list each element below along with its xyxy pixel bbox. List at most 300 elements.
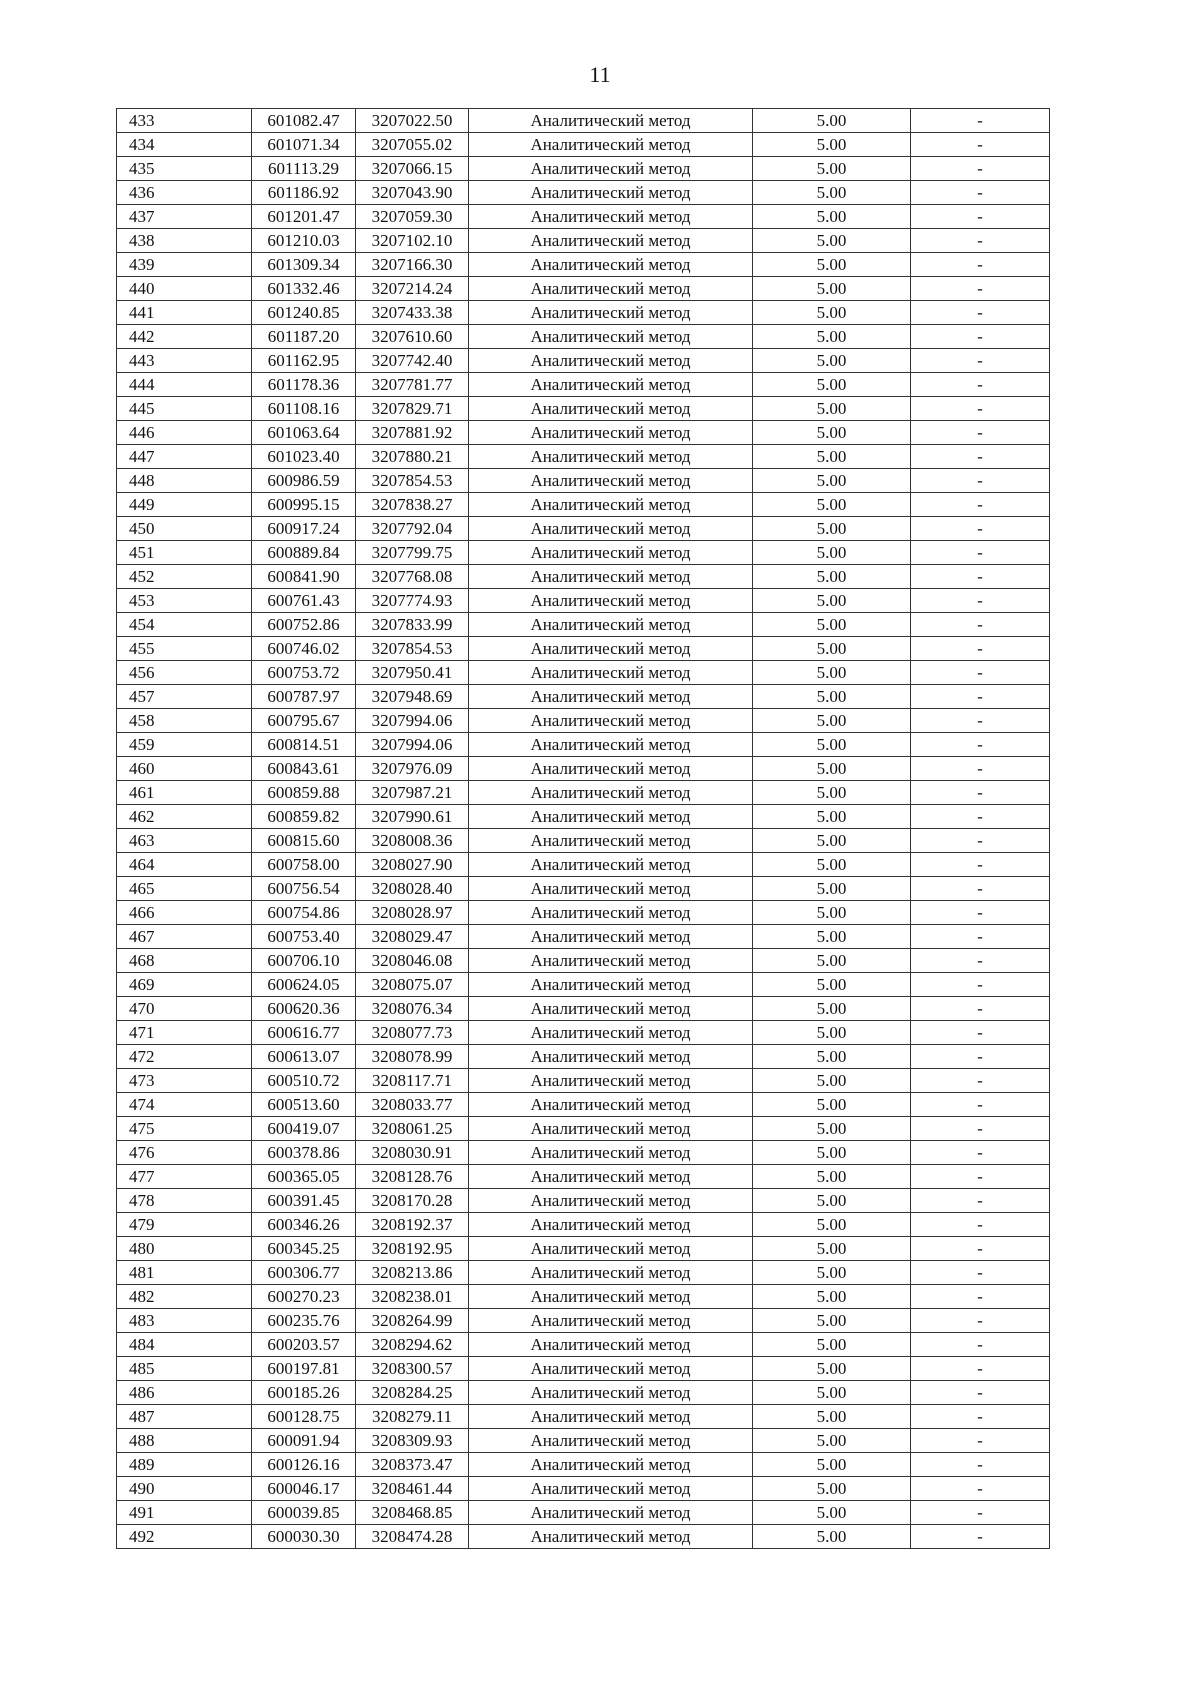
coordinate-x-cell: 600889.84 xyxy=(252,541,356,565)
method-cell: Аналитический метод xyxy=(469,1021,753,1045)
table-row xyxy=(117,493,1050,517)
note-cell: - xyxy=(911,925,1050,949)
point-number-cell: 464 xyxy=(117,853,252,877)
accuracy-cell: 5.00 xyxy=(753,469,911,493)
method-cell: Аналитический метод xyxy=(469,301,753,325)
table-row xyxy=(117,829,1050,853)
point-number-cell: 487 xyxy=(117,1405,252,1429)
table-row xyxy=(117,997,1050,1021)
point-number-cell: 475 xyxy=(117,1117,252,1141)
method-cell: Аналитический метод xyxy=(469,349,753,373)
method-cell: Аналитический метод xyxy=(469,517,753,541)
coordinate-y-cell: 3208170.28 xyxy=(356,1189,469,1213)
point-number-cell: 465 xyxy=(117,877,252,901)
coordinate-x-cell: 600510.72 xyxy=(252,1069,356,1093)
method-cell: Аналитический метод xyxy=(469,925,753,949)
page-number: 11 xyxy=(589,62,611,87)
note-cell: - xyxy=(911,757,1050,781)
note-cell: - xyxy=(911,709,1050,733)
coordinate-y-cell: 3208078.99 xyxy=(356,1045,469,1069)
table-row xyxy=(117,157,1050,181)
note-cell: - xyxy=(911,301,1050,325)
coordinate-y-cell: 3207066.15 xyxy=(356,157,469,181)
note-cell: - xyxy=(911,1429,1050,1453)
accuracy-cell: 5.00 xyxy=(753,349,911,373)
coordinate-y-cell: 3208192.37 xyxy=(356,1213,469,1237)
method-cell: Аналитический метод xyxy=(469,493,753,517)
method-cell: Аналитический метод xyxy=(469,685,753,709)
method-cell: Аналитический метод xyxy=(469,1501,753,1525)
accuracy-cell: 5.00 xyxy=(753,901,911,925)
table-row xyxy=(117,1525,1050,1549)
point-number-cell: 462 xyxy=(117,805,252,829)
method-cell: Аналитический метод xyxy=(469,829,753,853)
point-number-cell: 445 xyxy=(117,397,252,421)
method-cell: Аналитический метод xyxy=(469,1333,753,1357)
method-cell: Аналитический метод xyxy=(469,709,753,733)
table-row xyxy=(117,1165,1050,1189)
coordinate-x-cell: 600995.15 xyxy=(252,493,356,517)
method-cell: Аналитический метод xyxy=(469,997,753,1021)
method-cell: Аналитический метод xyxy=(469,1141,753,1165)
method-cell: Аналитический метод xyxy=(469,1405,753,1429)
method-cell: Аналитический метод xyxy=(469,277,753,301)
method-cell: Аналитический метод xyxy=(469,373,753,397)
coordinate-x-cell: 600613.07 xyxy=(252,1045,356,1069)
coordinate-x-cell: 600030.30 xyxy=(252,1525,356,1549)
coordinates-table-body xyxy=(117,109,1050,1549)
coordinate-y-cell: 3208128.76 xyxy=(356,1165,469,1189)
note-cell: - xyxy=(911,1453,1050,1477)
note-cell: - xyxy=(911,1501,1050,1525)
coordinate-x-cell: 600841.90 xyxy=(252,565,356,589)
coordinate-y-cell: 3208027.90 xyxy=(356,853,469,877)
accuracy-cell: 5.00 xyxy=(753,661,911,685)
coordinate-y-cell: 3207433.38 xyxy=(356,301,469,325)
accuracy-cell: 5.00 xyxy=(753,229,911,253)
coordinate-x-cell: 601113.29 xyxy=(252,157,356,181)
method-cell: Аналитический метод xyxy=(469,469,753,493)
coordinate-x-cell: 601071.34 xyxy=(252,133,356,157)
coordinate-y-cell: 3207774.93 xyxy=(356,589,469,613)
coordinate-y-cell: 3208373.47 xyxy=(356,1453,469,1477)
note-cell: - xyxy=(911,901,1050,925)
method-cell: Аналитический метод xyxy=(469,613,753,637)
coordinate-y-cell: 3207881.92 xyxy=(356,421,469,445)
coordinate-y-cell: 3208028.40 xyxy=(356,877,469,901)
table-row xyxy=(117,1117,1050,1141)
accuracy-cell: 5.00 xyxy=(753,805,911,829)
accuracy-cell: 5.00 xyxy=(753,541,911,565)
table-row xyxy=(117,925,1050,949)
method-cell: Аналитический метод xyxy=(469,781,753,805)
note-cell: - xyxy=(911,1381,1050,1405)
point-number-cell: 434 xyxy=(117,133,252,157)
coordinate-x-cell: 600365.05 xyxy=(252,1165,356,1189)
table-row xyxy=(117,445,1050,469)
table-row xyxy=(117,517,1050,541)
method-cell: Аналитический метод xyxy=(469,181,753,205)
accuracy-cell: 5.00 xyxy=(753,1381,911,1405)
table-row xyxy=(117,1381,1050,1405)
method-cell: Аналитический метод xyxy=(469,1165,753,1189)
coordinate-y-cell: 3208061.25 xyxy=(356,1117,469,1141)
coordinate-y-cell: 3208028.97 xyxy=(356,901,469,925)
method-cell: Аналитический метод xyxy=(469,157,753,181)
note-cell: - xyxy=(911,949,1050,973)
method-cell: Аналитический метод xyxy=(469,853,753,877)
coordinate-x-cell: 600859.88 xyxy=(252,781,356,805)
coordinate-x-cell: 600795.67 xyxy=(252,709,356,733)
point-number-cell: 491 xyxy=(117,1501,252,1525)
coordinate-y-cell: 3208033.77 xyxy=(356,1093,469,1117)
table-row xyxy=(117,1069,1050,1093)
accuracy-cell: 5.00 xyxy=(753,1237,911,1261)
method-cell: Аналитический метод xyxy=(469,325,753,349)
note-cell: - xyxy=(911,205,1050,229)
note-cell: - xyxy=(911,157,1050,181)
method-cell: Аналитический метод xyxy=(469,1237,753,1261)
point-number-cell: 486 xyxy=(117,1381,252,1405)
note-cell: - xyxy=(911,589,1050,613)
note-cell: - xyxy=(911,613,1050,637)
coordinate-y-cell: 3207990.61 xyxy=(356,805,469,829)
point-number-cell: 461 xyxy=(117,781,252,805)
method-cell: Аналитический метод xyxy=(469,589,753,613)
table-row xyxy=(117,949,1050,973)
point-number-cell: 438 xyxy=(117,229,252,253)
point-number-cell: 470 xyxy=(117,997,252,1021)
coordinate-x-cell: 600378.86 xyxy=(252,1141,356,1165)
table-row xyxy=(117,397,1050,421)
accuracy-cell: 5.00 xyxy=(753,421,911,445)
method-cell: Аналитический метод xyxy=(469,205,753,229)
coordinates-table xyxy=(116,108,1050,1549)
accuracy-cell: 5.00 xyxy=(753,1285,911,1309)
table-row xyxy=(117,1261,1050,1285)
accuracy-cell: 5.00 xyxy=(753,253,911,277)
coordinate-y-cell: 3207768.08 xyxy=(356,565,469,589)
method-cell: Аналитический метод xyxy=(469,805,753,829)
coordinate-x-cell: 600513.60 xyxy=(252,1093,356,1117)
coordinate-y-cell: 3207055.02 xyxy=(356,133,469,157)
coordinate-y-cell: 3207799.75 xyxy=(356,541,469,565)
coordinate-x-cell: 601187.20 xyxy=(252,325,356,349)
note-cell: - xyxy=(911,1021,1050,1045)
point-number-cell: 457 xyxy=(117,685,252,709)
table-row xyxy=(117,229,1050,253)
coordinate-x-cell: 600758.00 xyxy=(252,853,356,877)
accuracy-cell: 5.00 xyxy=(753,157,911,181)
coordinate-x-cell: 601063.64 xyxy=(252,421,356,445)
accuracy-cell: 5.00 xyxy=(753,1333,911,1357)
accuracy-cell: 5.00 xyxy=(753,781,911,805)
accuracy-cell: 5.00 xyxy=(753,973,911,997)
point-number-cell: 463 xyxy=(117,829,252,853)
table-row xyxy=(117,205,1050,229)
note-cell: - xyxy=(911,1045,1050,1069)
point-number-cell: 459 xyxy=(117,733,252,757)
coordinate-y-cell: 3208117.71 xyxy=(356,1069,469,1093)
accuracy-cell: 5.00 xyxy=(753,997,911,1021)
accuracy-cell: 5.00 xyxy=(753,133,911,157)
point-number-cell: 479 xyxy=(117,1213,252,1237)
coordinate-y-cell: 3208264.99 xyxy=(356,1309,469,1333)
coordinate-x-cell: 601210.03 xyxy=(252,229,356,253)
note-cell: - xyxy=(911,1333,1050,1357)
note-cell: - xyxy=(911,1093,1050,1117)
accuracy-cell: 5.00 xyxy=(753,1357,911,1381)
note-cell: - xyxy=(911,1069,1050,1093)
coordinate-x-cell: 601309.34 xyxy=(252,253,356,277)
note-cell: - xyxy=(911,877,1050,901)
table-row xyxy=(117,109,1050,133)
point-number-cell: 448 xyxy=(117,469,252,493)
table-row xyxy=(117,1429,1050,1453)
method-cell: Аналитический метод xyxy=(469,253,753,277)
accuracy-cell: 5.00 xyxy=(753,1165,911,1189)
accuracy-cell: 5.00 xyxy=(753,1069,911,1093)
coordinate-y-cell: 3207854.53 xyxy=(356,469,469,493)
accuracy-cell: 5.00 xyxy=(753,1093,911,1117)
coordinate-y-cell: 3207742.40 xyxy=(356,349,469,373)
table-row xyxy=(117,565,1050,589)
coordinate-x-cell: 600752.86 xyxy=(252,613,356,637)
table-row xyxy=(117,685,1050,709)
accuracy-cell: 5.00 xyxy=(753,445,911,469)
coordinate-y-cell: 3208474.28 xyxy=(356,1525,469,1549)
point-number-cell: 481 xyxy=(117,1261,252,1285)
coordinate-y-cell: 3208294.62 xyxy=(356,1333,469,1357)
coordinate-x-cell: 601240.85 xyxy=(252,301,356,325)
accuracy-cell: 5.00 xyxy=(753,1453,911,1477)
note-cell: - xyxy=(911,445,1050,469)
note-cell: - xyxy=(911,853,1050,877)
accuracy-cell: 5.00 xyxy=(753,205,911,229)
point-number-cell: 480 xyxy=(117,1237,252,1261)
method-cell: Аналитический метод xyxy=(469,949,753,973)
table-row xyxy=(117,1357,1050,1381)
coordinate-x-cell: 601023.40 xyxy=(252,445,356,469)
note-cell: - xyxy=(911,1117,1050,1141)
note-cell: - xyxy=(911,277,1050,301)
coordinate-y-cell: 3208213.86 xyxy=(356,1261,469,1285)
table-row xyxy=(117,469,1050,493)
note-cell: - xyxy=(911,325,1050,349)
coordinate-y-cell: 3207781.77 xyxy=(356,373,469,397)
coordinate-x-cell: 600843.61 xyxy=(252,757,356,781)
note-cell: - xyxy=(911,637,1050,661)
method-cell: Аналитический метод xyxy=(469,1069,753,1093)
point-number-cell: 447 xyxy=(117,445,252,469)
coordinate-y-cell: 3207854.53 xyxy=(356,637,469,661)
point-number-cell: 483 xyxy=(117,1309,252,1333)
note-cell: - xyxy=(911,781,1050,805)
method-cell: Аналитический метод xyxy=(469,733,753,757)
table-row xyxy=(117,373,1050,397)
note-cell: - xyxy=(911,565,1050,589)
point-number-cell: 443 xyxy=(117,349,252,373)
coordinate-y-cell: 3207838.27 xyxy=(356,493,469,517)
method-cell: Аналитический метод xyxy=(469,1525,753,1549)
table-row xyxy=(117,733,1050,757)
coordinate-x-cell: 600761.43 xyxy=(252,589,356,613)
accuracy-cell: 5.00 xyxy=(753,685,911,709)
point-number-cell: 490 xyxy=(117,1477,252,1501)
accuracy-cell: 5.00 xyxy=(753,1261,911,1285)
coordinate-y-cell: 3208046.08 xyxy=(356,949,469,973)
coordinate-y-cell: 3208284.25 xyxy=(356,1381,469,1405)
table-row xyxy=(117,325,1050,349)
method-cell: Аналитический метод xyxy=(469,1117,753,1141)
point-number-cell: 446 xyxy=(117,421,252,445)
accuracy-cell: 5.00 xyxy=(753,517,911,541)
coordinate-y-cell: 3208309.93 xyxy=(356,1429,469,1453)
coordinate-x-cell: 600235.76 xyxy=(252,1309,356,1333)
table-row xyxy=(117,877,1050,901)
point-number-cell: 458 xyxy=(117,709,252,733)
method-cell: Аналитический метод xyxy=(469,541,753,565)
accuracy-cell: 5.00 xyxy=(753,853,911,877)
accuracy-cell: 5.00 xyxy=(753,829,911,853)
coordinate-x-cell: 600203.57 xyxy=(252,1333,356,1357)
coordinate-x-cell: 600345.25 xyxy=(252,1237,356,1261)
note-cell: - xyxy=(911,229,1050,253)
method-cell: Аналитический метод xyxy=(469,1357,753,1381)
point-number-cell: 474 xyxy=(117,1093,252,1117)
table-row xyxy=(117,661,1050,685)
coordinate-y-cell: 3207022.50 xyxy=(356,109,469,133)
accuracy-cell: 5.00 xyxy=(753,565,911,589)
coordinate-y-cell: 3208075.07 xyxy=(356,973,469,997)
accuracy-cell: 5.00 xyxy=(753,1045,911,1069)
coordinate-y-cell: 3207043.90 xyxy=(356,181,469,205)
coordinate-y-cell: 3207214.24 xyxy=(356,277,469,301)
coordinate-y-cell: 3207994.06 xyxy=(356,709,469,733)
table-row xyxy=(117,1333,1050,1357)
point-number-cell: 437 xyxy=(117,205,252,229)
coordinate-x-cell: 600128.75 xyxy=(252,1405,356,1429)
note-cell: - xyxy=(911,1165,1050,1189)
table-row xyxy=(117,1453,1050,1477)
accuracy-cell: 5.00 xyxy=(753,1429,911,1453)
method-cell: Аналитический метод xyxy=(469,1093,753,1117)
coordinate-x-cell: 601186.92 xyxy=(252,181,356,205)
accuracy-cell: 5.00 xyxy=(753,1477,911,1501)
coordinate-y-cell: 3207950.41 xyxy=(356,661,469,685)
method-cell: Аналитический метод xyxy=(469,1429,753,1453)
point-number-cell: 468 xyxy=(117,949,252,973)
accuracy-cell: 5.00 xyxy=(753,709,911,733)
coordinate-y-cell: 3207833.99 xyxy=(356,613,469,637)
point-number-cell: 466 xyxy=(117,901,252,925)
table-row xyxy=(117,637,1050,661)
coordinate-x-cell: 600814.51 xyxy=(252,733,356,757)
point-number-cell: 453 xyxy=(117,589,252,613)
accuracy-cell: 5.00 xyxy=(753,1309,911,1333)
accuracy-cell: 5.00 xyxy=(753,589,911,613)
accuracy-cell: 5.00 xyxy=(753,877,911,901)
note-cell: - xyxy=(911,493,1050,517)
table-row xyxy=(117,1045,1050,1069)
table-row xyxy=(117,541,1050,565)
accuracy-cell: 5.00 xyxy=(753,1525,911,1549)
note-cell: - xyxy=(911,685,1050,709)
accuracy-cell: 5.00 xyxy=(753,1141,911,1165)
point-number-cell: 456 xyxy=(117,661,252,685)
method-cell: Аналитический метод xyxy=(469,877,753,901)
point-number-cell: 444 xyxy=(117,373,252,397)
point-number-cell: 440 xyxy=(117,277,252,301)
table-row xyxy=(117,805,1050,829)
note-cell: - xyxy=(911,133,1050,157)
accuracy-cell: 5.00 xyxy=(753,949,911,973)
accuracy-cell: 5.00 xyxy=(753,325,911,349)
table-row xyxy=(117,349,1050,373)
coordinate-x-cell: 600616.77 xyxy=(252,1021,356,1045)
coordinate-x-cell: 600859.82 xyxy=(252,805,356,829)
note-cell: - xyxy=(911,1357,1050,1381)
table-row xyxy=(117,973,1050,997)
coordinate-x-cell: 600419.07 xyxy=(252,1117,356,1141)
point-number-cell: 450 xyxy=(117,517,252,541)
coordinate-x-cell: 600185.26 xyxy=(252,1381,356,1405)
coordinate-y-cell: 3207987.21 xyxy=(356,781,469,805)
coordinate-y-cell: 3207610.60 xyxy=(356,325,469,349)
coordinate-x-cell: 600815.60 xyxy=(252,829,356,853)
coordinate-x-cell: 600787.97 xyxy=(252,685,356,709)
point-number-cell: 460 xyxy=(117,757,252,781)
coordinate-x-cell: 600270.23 xyxy=(252,1285,356,1309)
method-cell: Аналитический метод xyxy=(469,133,753,157)
table-row xyxy=(117,1141,1050,1165)
method-cell: Аналитический метод xyxy=(469,661,753,685)
method-cell: Аналитический метод xyxy=(469,421,753,445)
point-number-cell: 455 xyxy=(117,637,252,661)
table-row xyxy=(117,133,1050,157)
note-cell: - xyxy=(911,733,1050,757)
method-cell: Аналитический метод xyxy=(469,565,753,589)
coordinate-y-cell: 3208300.57 xyxy=(356,1357,469,1381)
point-number-cell: 451 xyxy=(117,541,252,565)
point-number-cell: 489 xyxy=(117,1453,252,1477)
point-number-cell: 449 xyxy=(117,493,252,517)
coordinate-x-cell: 600754.86 xyxy=(252,901,356,925)
accuracy-cell: 5.00 xyxy=(753,637,911,661)
note-cell: - xyxy=(911,997,1050,1021)
point-number-cell: 436 xyxy=(117,181,252,205)
coordinate-x-cell: 600306.77 xyxy=(252,1261,356,1285)
point-number-cell: 442 xyxy=(117,325,252,349)
note-cell: - xyxy=(911,1261,1050,1285)
coordinate-y-cell: 3208029.47 xyxy=(356,925,469,949)
table-row xyxy=(117,277,1050,301)
method-cell: Аналитический метод xyxy=(469,1045,753,1069)
note-cell: - xyxy=(911,1309,1050,1333)
point-number-cell: 484 xyxy=(117,1333,252,1357)
note-cell: - xyxy=(911,1237,1050,1261)
coordinate-x-cell: 600346.26 xyxy=(252,1213,356,1237)
point-number-cell: 478 xyxy=(117,1189,252,1213)
table-row xyxy=(117,1309,1050,1333)
table-row xyxy=(117,1501,1050,1525)
coordinate-x-cell: 600391.45 xyxy=(252,1189,356,1213)
method-cell: Аналитический метод xyxy=(469,1381,753,1405)
coordinate-x-cell: 600039.85 xyxy=(252,1501,356,1525)
coordinate-x-cell: 600046.17 xyxy=(252,1477,356,1501)
coordinate-y-cell: 3208468.85 xyxy=(356,1501,469,1525)
point-number-cell: 439 xyxy=(117,253,252,277)
